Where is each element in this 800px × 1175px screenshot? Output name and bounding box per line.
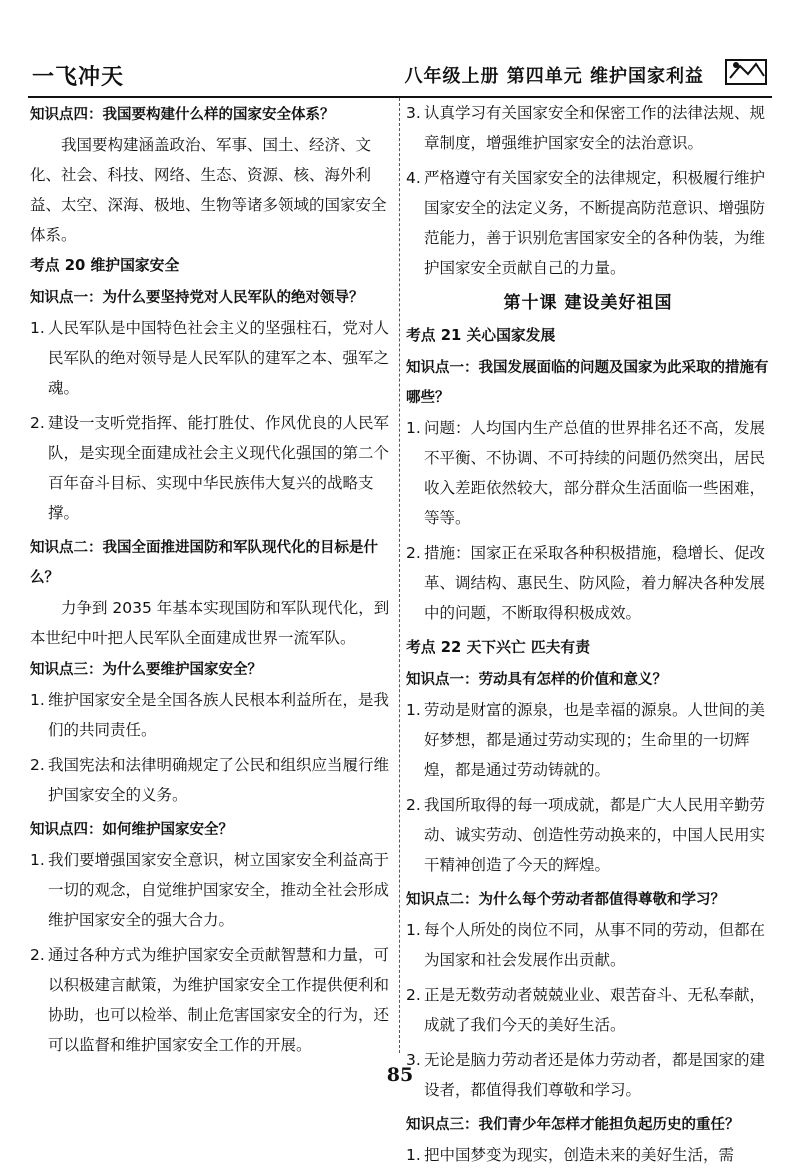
list-item-text: 认真学习有关国家安全和保密工作的法律法规、规章制度，增强维护国家安全的法治意识。	[424, 104, 766, 152]
brand-logo: 一飞冲天	[32, 64, 125, 90]
list-item-text: 措施：国家正在采取各种积极措施，稳增长、促改革、调结构、惠民生、防风险，着力解决各种发展中的问题，不断取得积极成效。	[424, 544, 766, 622]
list-item-number: 1.	[30, 851, 45, 869]
page-header	[28, 58, 772, 98]
list-item-text: 劳动是财富的源泉，也是幸福的源泉。人世间的美好梦想，都是通过劳动实现的；生命里的一切辉煌，都是通过劳动铸就的。	[424, 701, 766, 779]
list-item	[406, 1140, 770, 1170]
list-item	[30, 685, 390, 745]
list-item-text: 把中国梦变为现实，创造未来的美好生活，需	[424, 1146, 735, 1164]
left-column	[30, 98, 390, 1065]
knowledge-heading: 知识点三：为什么要维护国家安全？	[30, 662, 262, 678]
list-item	[406, 915, 770, 975]
list-item-number: 1.	[406, 419, 421, 437]
list	[406, 413, 770, 628]
list-item	[30, 940, 390, 1060]
lesson-title: 第十课 建设美好祖国	[503, 293, 673, 313]
list-item-number: 2.	[30, 946, 45, 964]
list-item	[406, 413, 770, 533]
paragraph: 力争到 2035 年基本实现国防和军队现代化，到本世纪中叶把人民军队全面建成世界一流军队。	[30, 599, 390, 647]
list-item-number: 1.	[406, 921, 421, 939]
list-item	[30, 750, 390, 810]
list-item-number: 2.	[406, 796, 421, 814]
knowledge-heading: 知识点一：为什么要坚持党对人民军队的绝对领导？	[30, 290, 364, 306]
list	[406, 695, 770, 880]
knowledge-heading: 知识点三：我们青少年怎样才能担负起历史的重任？	[406, 1117, 740, 1133]
kaodian-heading: 考点 21 关心国家发展	[406, 327, 556, 344]
knowledge-heading: 知识点一：劳动具有怎样的价值和意义？	[406, 672, 667, 688]
list-item-text: 维护国家安全是全国各族人民根本利益所在，是我们的共同责任。	[48, 691, 390, 739]
list-item-number: 3.	[406, 1051, 421, 1069]
list-item	[30, 313, 390, 403]
list-item	[406, 98, 770, 158]
list-item-number: 4.	[406, 169, 421, 187]
list-item-text: 人民军队是中国特色社会主义的坚强柱石，党对人民军队的绝对领导是人民军队的建军之本、强军之魂。	[48, 319, 390, 397]
list	[30, 313, 390, 528]
knowledge-heading: 知识点四：如何维护国家安全？	[30, 822, 233, 838]
knowledge-heading: 知识点一：我国发展面临的问题及国家为此采取的措施有哪些？	[406, 360, 769, 406]
list-item-number: 1.	[30, 319, 45, 337]
list-item	[406, 538, 770, 628]
list-item	[406, 980, 770, 1040]
list-item-number: 2.	[30, 414, 45, 432]
list-item-text: 我们要增强国家安全意识，树立国家安全利益高于一切的观念，自觉维护国家安全，推动全社会形成维护国家安全的强大合力。	[48, 851, 390, 929]
list-item-number: 2.	[30, 756, 45, 774]
column-divider	[399, 98, 400, 1053]
list-item	[406, 790, 770, 880]
list-item-number: 2.	[406, 986, 421, 1004]
list-item	[406, 695, 770, 785]
list-item-number: 1.	[30, 691, 45, 709]
knowledge-heading: 知识点二：为什么每个劳动者都值得尊敬和学习？	[406, 892, 725, 908]
list-item-text: 正是无数劳动者兢兢业业、艰苦奋斗、无私奉献，成就了我们今天的美好生活。	[424, 986, 766, 1034]
list-item	[30, 408, 390, 528]
list-item-text: 通过各种方式为维护国家安全贡献智慧和力量，可以积极建言献策，为维护国家安全工作提供便利和协助，也可以检举、制止危害国家安全的行为，还可以监督和维护国家安全工作的开展。	[48, 946, 390, 1054]
list-item-number: 3.	[406, 104, 421, 122]
kaodian-heading: 考点 22 天下兴亡 匹夫有责	[406, 639, 591, 656]
list-item-text: 我国宪法和法律明确规定了公民和组织应当履行维护国家安全的义务。	[48, 756, 390, 804]
header-decoration-icon	[724, 52, 772, 88]
right-column	[406, 98, 770, 1175]
list-item-number: 1.	[406, 1146, 421, 1164]
list-item-text: 问题：人均国内生产总值的世界排名还不高，发展不平衡、不协调、不可持续的问题仍然突出，居民收入差距依然较大，部分群众生活面临一些困难，等等。	[424, 419, 766, 527]
page-number: 85	[386, 1064, 414, 1086]
list-item-text: 建设一支听党指挥、能打胜仗、作风优良的人民军队，是实现全面建成社会主义现代化强国的第二个百年奋斗目标、实现中华民族伟大复兴的战略支撑。	[48, 414, 390, 522]
paragraph: 我国要构建涵盖政治、军事、国土、经济、文化、社会、科技、网络、生态、资源、核、海外利益、太空、深海、极地、生物等诸多领域的国家安全体系。	[30, 136, 387, 244]
list	[30, 685, 390, 810]
list-item-text: 每个人所处的岗位不同，从事不同的劳动，但都在为国家和社会发展作出贡献。	[424, 921, 766, 969]
list-item-number: 2.	[406, 544, 421, 562]
list-item-text: 我国所取得的每一项成就，都是广大人民用辛勤劳动、诚实劳动、创造性劳动换来的，中国人民用实干精神创造了今天的辉煌。	[424, 796, 766, 874]
knowledge-heading: 知识点二：我国全面推进国防和军队现代化的目标是什么？	[30, 540, 378, 586]
list	[406, 98, 770, 283]
list	[30, 845, 390, 1060]
running-title: 八年级上册 第四单元 维护国家利益	[404, 66, 704, 87]
list-item-text: 无论是脑力劳动者还是体力劳动者，都是国家的建设者，都值得我们尊敬和学习。	[424, 1051, 766, 1099]
kaodian-heading: 考点 20 维护国家安全	[30, 257, 180, 274]
list-item-text: 严格遵守有关国家安全的法律规定，积极履行维护国家安全的法定义务，不断提高防范意识、增强防范能力，善于识别危害国家安全的各种伪装，为维护国家安全贡献自己的力量。	[424, 169, 766, 277]
list	[406, 1140, 770, 1170]
list-item	[30, 845, 390, 935]
list-item-number: 1.	[406, 701, 421, 719]
list-item	[406, 163, 770, 283]
knowledge-heading: 知识点四：我国要构建什么样的国家安全体系？	[30, 107, 335, 123]
